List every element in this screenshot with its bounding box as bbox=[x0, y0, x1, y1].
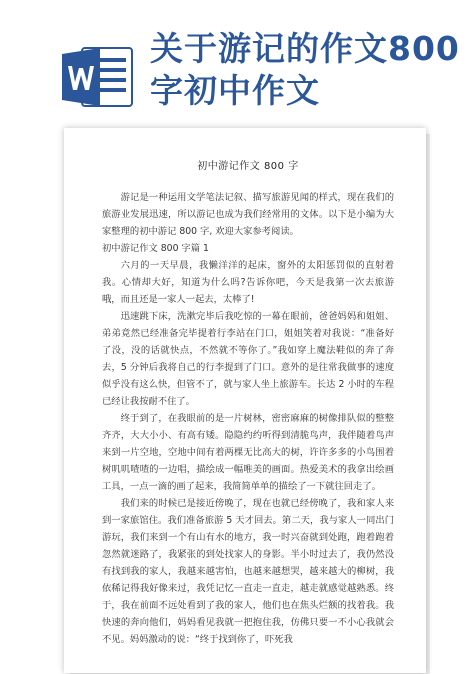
body-paragraph: 终于到了，在我眼前的是一片树林，密密麻麻的树像排队似的整整齐齐，大大小小、有高有矮。隐隐约约听得到清脆鸟声，我伴随着鸟声来到一片空地，空地中间有着两棵无比高大的树，许许多多的小鸟围着树叽叽喳喳的一边唱，描绘成一幅唯美的画面。热爱美术的我拿出绘画工具，一点一滴的画了起来，我简简单单的描绘了一下就往回走了。 bbox=[102, 413, 394, 492]
body-paragraph: 六月的一天早晨，我懒洋洋的起床，窗外的太阳惩罚似的直射着我。心情却大好，知道为什么吗?告诉你吧，今天是我第一次去旅游哦，而且还是一家人一起去，太棒了! bbox=[102, 260, 394, 305]
document-title: 初中游记作文 800 字 bbox=[197, 161, 299, 172]
body-paragraph: 我们来的时候已是接近傍晚了，现在也就已经傍晚了，我和家人来到一家旅馆住。我们准备旅游 5 天才回去。第二天，我与家人一同出门游玩，我们来到一个有山有水的地方，我一时兴奋就到处跑，跑着跑着忽然就迷路了，我紧张的到处找家人的身影。半小时过去了，我仍然没有找到我的家人，我越来越害怕，也越来越想哭，越来越大的柳树，我依稀记得我好像来过，我凭记忆一直走一直走，越走就感觉越熟悉。终于，我在前面不远处看到了我的家人，他们也在焦头烂额的找着我。我快速的奔向他们，妈妈看见我就一把抱住我，仿佛只要一不小心我就会不见。妈妈激动的说：“终于找到你了，吓死我 bbox=[102, 498, 394, 645]
banner-title: 关于游记的作文800字初中作文 bbox=[150, 29, 460, 110]
word-icon bbox=[60, 44, 136, 110]
document-body bbox=[102, 158, 394, 648]
section-subtitle: 初中游记作文 800 字篇 1 bbox=[102, 243, 209, 254]
intro-paragraph: 游记是一种运用文学笔法记叙、描写旅游见闻的样式，现在我们的旅游业发展迅速，所以游记也成为我们经常用的文体。以下是小编为大家整理的初中游记 800 字, 欢迎大家参考阅读。 bbox=[102, 192, 394, 237]
banner bbox=[0, 0, 474, 140]
body-paragraph: 迅速跳下床，洗漱完毕后我吃惊的一幕在眼前，爸爸妈妈和姐姐、弟弟竟然已经准备完毕提着行李站在门口，姐姐笑着对我说：“准备好了没，没的话就快点，不然就不等你了。”我如穿上魔法鞋似的奔了奔去，5 分钟后我将自己的行李提到了门口。意外的是往常我做事的速度似乎没有这么快，但管不了，就与家人坐上旅游车。长达 2 小时的车程已经让我按耐不住了。 bbox=[102, 311, 394, 407]
